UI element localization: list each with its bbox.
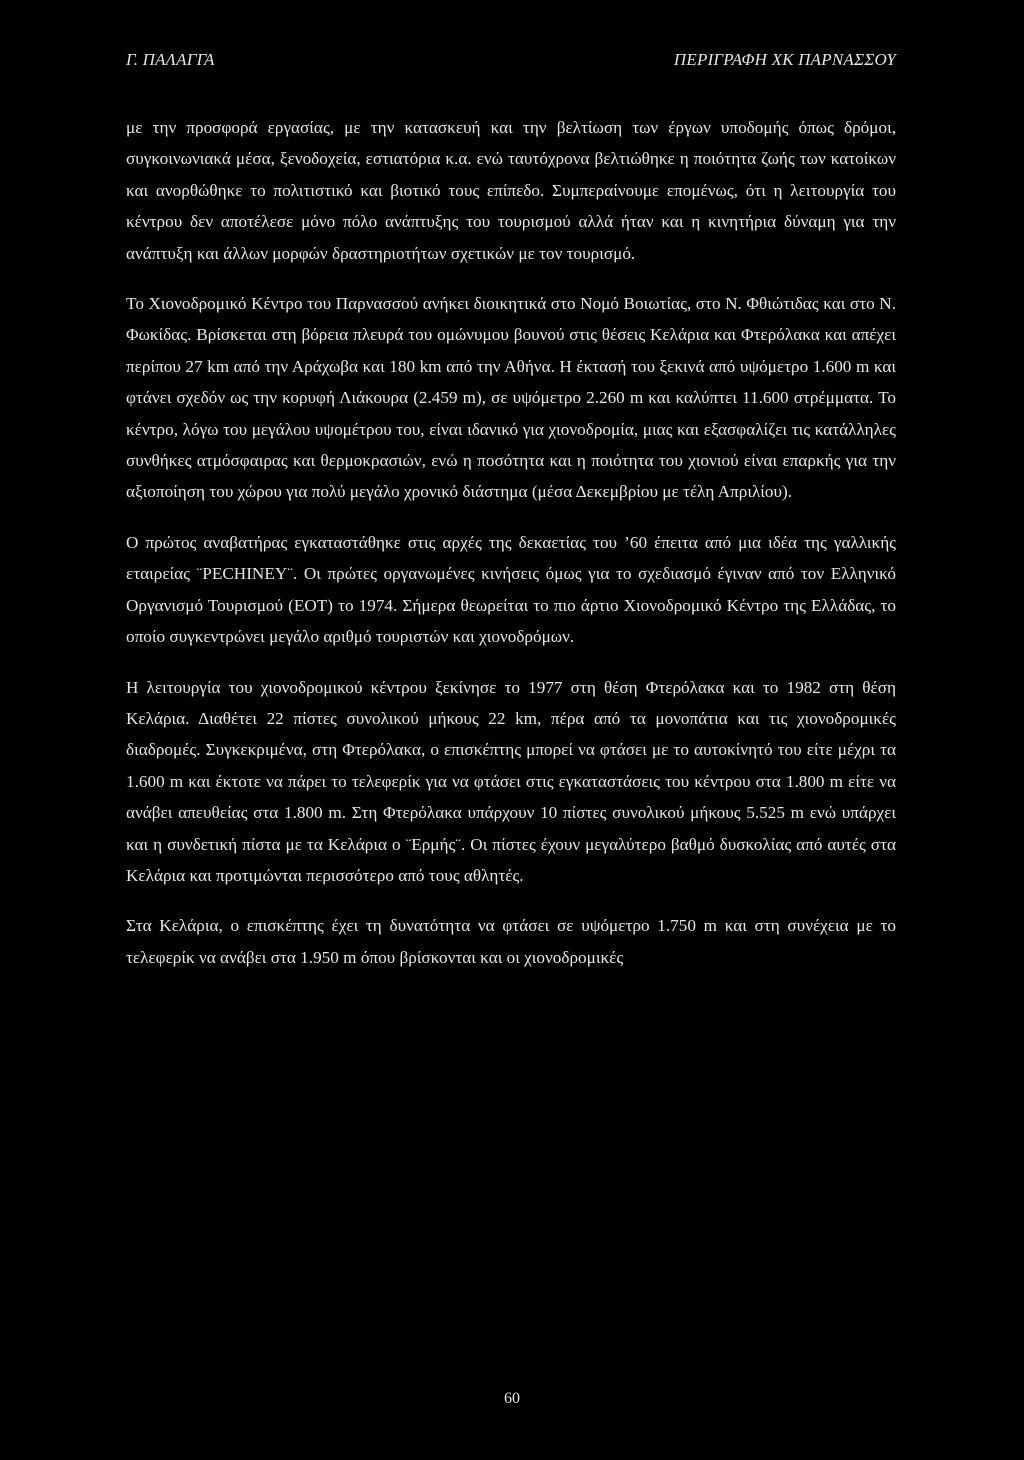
page-number: 60 xyxy=(504,1390,520,1407)
paragraph-3: Ο πρώτος αναβατήρας εγκαταστάθηκε στις αρχές της δεκαετίας του ’60 έπειτα από μια ιδέα της γαλλικής εταιρείας ¨PECHINEY¨. Οι πρώτες οργανωμένες κινήσεις όμως για το σχεδιασμό έγιναν από τον Ελληνικό Οργανισμό Τουρισμού (ΕΟΤ) το 1974. Σήμερα θεωρείται το πιο άρτιο Χιονοδρομικό Κέντρο της Ελλάδας, το οποίο συγκεντρώνει μεγάλο αριθμό τουριστών και χιονοδρόμων. xyxy=(126,532,896,647)
paragraph-2: Το Χιονοδρομικό Κέντρο του Παρνασσού ανήκει διοικητικά στο Νομό Βοιωτίας, στο Ν. Φθιώτιδας και στο Ν. Φωκίδας. Βρίσκεται στη βόρεια πλευρά του ομώνυμου βουνού στις θέσεις Κελάρια και Φτερόλακα και απέχει περίπου 27 km από την Αράχωβα και 180 km από την Αθήνα. Η έκτασή του ξεκινά από υψόμετρο 1.600 m και φτάνει σχεδόν ως την κορυφή Λιάκουρα (2.459 m), σε υψόμετρο 2.260 m και καλύπτει 11.600 στρέμματα. Το κέντρο, λόγω του μεγάλου υψομέτρου του, είναι ιδανικό για χιονοδρομία, μιας και εξασφαλίζει τις κατάλληλες συνθήκες ατμόσφαιρας και θερμοκρασιών, ενώ η ποσότητα και η ποιότητα του χιονιού είναι επαρκής για την αξιοποίηση του χώρου για πολύ μεγάλο χρονικό διάστημα (μέσα Δεκεμβρίου με τέλη Απριλίου). xyxy=(126,294,896,502)
header-author: Γ. ΠΑΛΑΓΓΑ xyxy=(126,50,215,69)
paragraph-5: Στα Κελάρια, ο επισκέπτης έχει τη δυνατότητα να φτάσει σε υψόμετρο 1.750 m και στη συνέχεια με το τελεφερίκ να ανάβει στα 1.950 m όπου βρίσκονται και οι χιονοδρομικές xyxy=(126,916,896,967)
body-text xyxy=(126,112,896,973)
paragraph-1: με την προσφορά εργασίας, με την κατασκευή και την βελτίωση των έργων υποδομής όπως δρόμοι, συγκοινωνιακά μέσα, ξενοδοχεία, εστιατόρια κ.α. ενώ ταυτόχρονα βελτιώθηκε η ποιότητα ζωής των κατοίκων και ανορθώθηκε το πολιτιστικό και βιοτικό τους επίπεδο. Συμπεραίνουμε επομένως, ότι η λειτουργία του κέντρου δεν αποτέλεσε μόνο πόλο ανάπτυξης του τουρισμού αλλά ήταν και η κινητήρια δύναμη για την ανάπτυξη και άλλων μορφών δραστηριοτήτων σχετικών με τον τουρισμό. xyxy=(126,118,896,263)
paragraph-4: Η λειτουργία του χιονοδρομικού κέντρου ξεκίνησε το 1977 στη θέση Φτερόλακα και το 1982 στη θέση Κελάρια. Διαθέτει 22 πίστες συνολικού μήκους 22 km, πέρα από τα μονοπάτια και τις χιονοδρομικές διαδρομές. Συγκεκριμένα, στη Φτερόλακα, ο επισκέπτης μπορεί να φτάσει με το αυτοκίνητό του είτε μέχρι τα 1.600 m και έκτοτε να πάρει το τελεφερίκ για να φτάσει στις εγκαταστάσεις του κέντρου στα 1.800 m είτε να ανάβει απευθείας στα 1.800 m. Στη Φτερόλακα υπάρχουν 10 πίστες συνολικού μήκους 5.525 m ενώ υπάρχει και η συνδετική πίστα με τα Κελάρια ο ¨Ερμής¨. Οι πίστες έχουν μεγαλύτερο βαθμό δυσκολίας από αυτές στα Κελάρια και προτιμώνται περισσότερο από τους αθλητές. xyxy=(126,677,896,885)
running-header xyxy=(126,50,896,74)
header-title: ΠΕΡΙΓΡΑΦΗ ΧΚ ΠΑΡΝΑΣΣΟΥ xyxy=(673,50,896,69)
